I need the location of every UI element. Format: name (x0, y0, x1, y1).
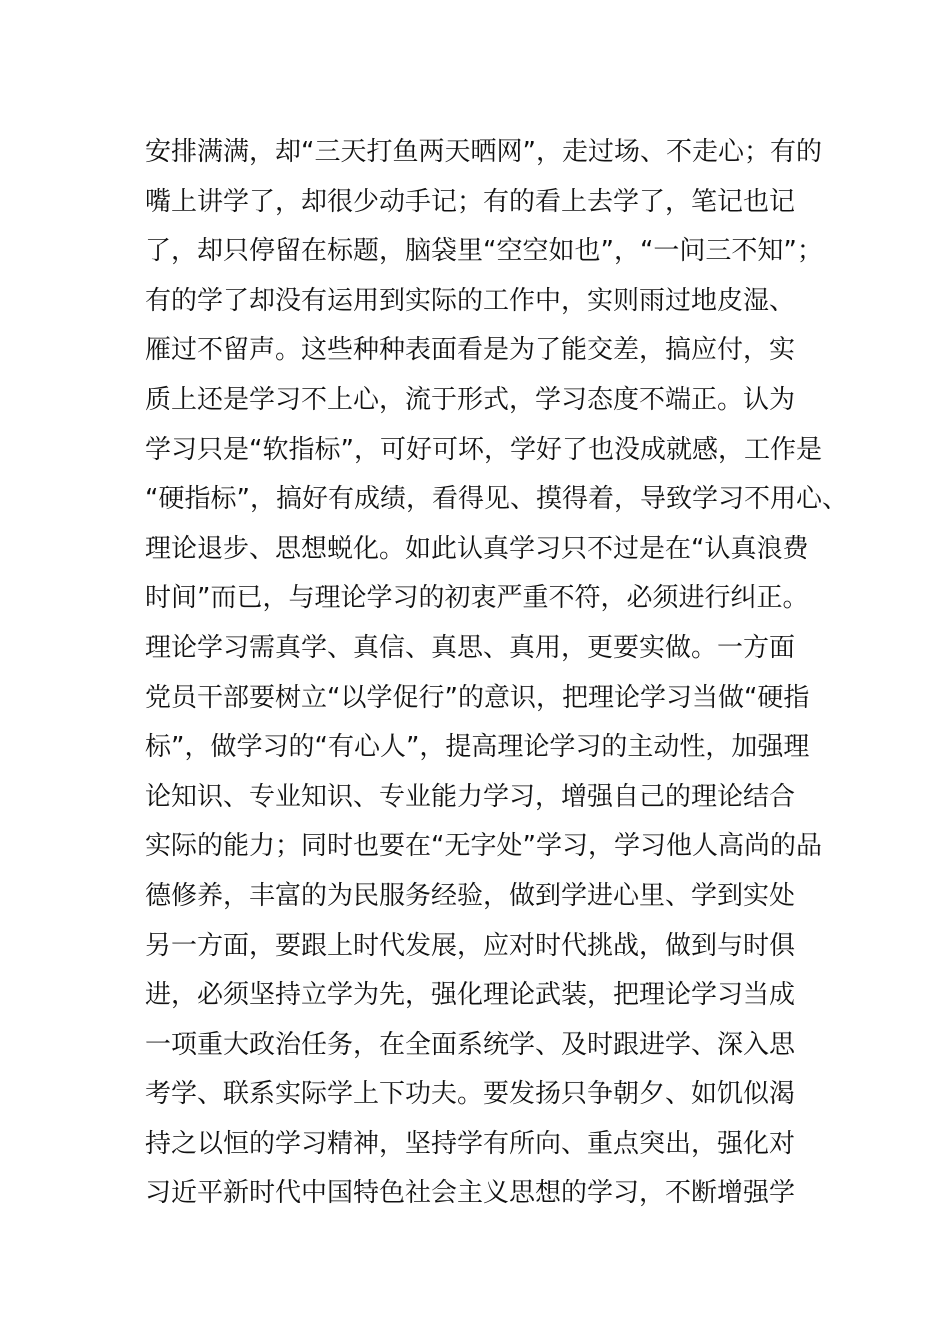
text-line-8: “硬指标”，搞好有成绩，看得见、摸得着，导致学习不用心、 (145, 484, 848, 515)
text-line-11: 理论学习需真学、真信、真思、真用，更要实做。一方面 (145, 632, 796, 663)
text-line-22: 习近平新时代中国特色社会主义思想的学习，不断增强学 (145, 1178, 796, 1209)
text-line-7: 学习只是“软指标”，可好可坏，学好了也没成就感，工作是 (145, 434, 822, 465)
body-text (145, 128, 848, 1219)
text-line-2: 嘴上讲学了，却很少动手记；有的看上去学了，笔记也记 (145, 186, 796, 217)
text-line-3: 了，却只停留在标题，脑袋里“空空如也”，“一问三不知”； (145, 236, 823, 267)
text-line-19: 一项重大政治任务，在全面系统学、及时跟进学、深入思 (145, 1029, 796, 1060)
text-line-9: 理论退步、思想蜕化。如此认真学习只不过是在“认真浪费 (145, 533, 809, 564)
text-line-16: 德修养，丰富的为民服务经验，做到学进心里、学到实处 (145, 880, 796, 911)
text-line-5: 雁过不留声。这些种种表面看是为了能交差，搞应付，实 (145, 335, 796, 366)
text-line-20: 考学、联系实际学上下功夫。要发扬只争朝夕、如饥似渴 (145, 1079, 796, 1110)
text-line-14: 论知识、专业知识、专业能力学习，增强自己的理论结合 (145, 781, 796, 812)
text-line-21: 持之以恒的学习精神，坚持学有所向、重点突出，强化对 (145, 1128, 796, 1159)
text-line-18: 进，必须坚持立学为先，强化理论武装，把理论学习当成 (145, 980, 796, 1011)
text-line-13: 标”，做学习的“有心人”，提高理论学习的主动性，加强理 (145, 732, 810, 763)
text-line-4: 有的学了却没有运用到实际的工作中，实则雨过地皮湿、 (145, 285, 796, 316)
text-line-17: 另一方面，要跟上时代发展，应对时代挑战，做到与时俱 (145, 930, 796, 961)
text-line-6: 质上还是学习不上心，流于形式，学习态度不端正。认为 (145, 384, 796, 415)
text-line-15: 实际的能力；同时也要在“无字处”学习，学习他人高尚的品 (145, 831, 822, 862)
text-line-12: 党员干部要树立“以学促行”的意识，把理论学习当做“硬指 (145, 682, 810, 713)
text-line-10: 时间”而已，与理论学习的初衷严重不符，必须进行纠正。 (145, 583, 809, 614)
text-line-1: 安排满满，却“三天打鱼两天晒网”，走过场、不走心；有的 (145, 137, 822, 167)
